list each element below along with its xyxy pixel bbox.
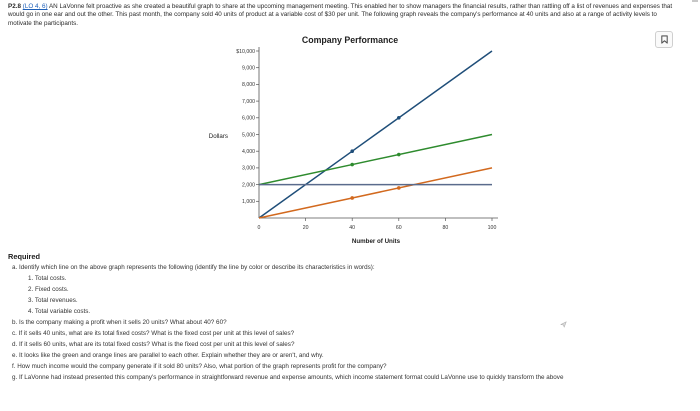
series-point bbox=[350, 163, 354, 167]
y-tick-label: 4,000 bbox=[242, 149, 255, 155]
x-tick-label: 100 bbox=[487, 225, 497, 231]
y-tick-label: 2,000 bbox=[242, 182, 255, 189]
question-a: a. Identify which line on the above graph represents the following (identify the line by color or describe its characteristics in words): bbox=[12, 264, 375, 271]
x-tick-label: 20 bbox=[302, 225, 309, 231]
y-tick-label: 1,000 bbox=[242, 199, 255, 206]
question-b: b. Is the company making a profit when it sells 20 units? What about 40? 60? bbox=[12, 319, 227, 326]
problem-text: AN LaVonne felt proactive as she created a beautiful graph to share at the upcoming management meeting. This enabled her to show managers the financial results, rather than rattling off a list of revenues and expenses that would go in one ear and out the other. This past month, the company sold 40 units of product at a variable cost of $30 per unit. The following graph reveals the company's performance at 40 units and also at a range of activity levels to motivate the participants. bbox=[8, 3, 673, 27]
y-tick-label: 3,000 bbox=[242, 165, 255, 172]
question-f: f. How much income would the company generate if it sold 80 units? Also, what portion of the graph represents profit for the company? bbox=[12, 363, 387, 370]
series-point bbox=[397, 186, 401, 190]
question-g: g. If LaVonne had instead presented this company's performance in straightforward revenue and expense amounts, which income statement format could LaVonne use to quickly transform the above bbox=[12, 374, 564, 381]
y-tick-label: 5,000 bbox=[242, 132, 255, 139]
y-axis-label: Dollars bbox=[208, 133, 228, 140]
x-tick-label: 40 bbox=[349, 225, 356, 231]
series-2 bbox=[259, 135, 492, 185]
required-title: Required bbox=[8, 252, 41, 261]
x-origin-label: 0 bbox=[257, 225, 261, 231]
lo-reference-link[interactable]: (LO 4, 6) bbox=[22, 3, 48, 10]
chart-series bbox=[259, 51, 492, 218]
series-point bbox=[350, 149, 354, 153]
series-line bbox=[259, 135, 492, 185]
series-point bbox=[397, 116, 401, 120]
y-tick-label: 7,000 bbox=[242, 98, 255, 105]
series-point bbox=[397, 153, 401, 157]
question-d: d. If it sells 60 units, what are its total fixed costs? What is the fixed cost per unit at this level of sales? bbox=[12, 341, 295, 348]
question-a-item-3: 3. Total revenues. bbox=[28, 297, 78, 304]
problem-id: P2.8 bbox=[8, 3, 21, 10]
mouse-cursor-icon bbox=[560, 321, 567, 328]
question-a-item-4: 4. Total variable costs. bbox=[28, 308, 91, 315]
series-point bbox=[350, 196, 354, 200]
question-a-item-1: 1. Total costs. bbox=[28, 275, 67, 282]
x-axis-label: Number of Units bbox=[351, 238, 401, 245]
y-tick-label: 9,000 bbox=[242, 65, 255, 72]
question-a-item-2: 2. Fixed costs. bbox=[28, 286, 69, 293]
required-section bbox=[8, 251, 692, 383]
question-c: c. If it sells 40 units, what are its total fixed costs? What is the fixed cost per unit at this level of sales? bbox=[12, 330, 295, 337]
y-tick-label: 6,000 bbox=[242, 115, 255, 122]
x-tick-label: 60 bbox=[395, 225, 402, 231]
y-tick-label: 8,000 bbox=[242, 82, 255, 89]
chart-title: Company Performance bbox=[301, 35, 399, 45]
y-tick-label: $10,000 bbox=[236, 48, 255, 55]
question-e: e. It looks like the green and orange lines are parallel to each other. Explain whether they are or aren't, and why. bbox=[12, 352, 324, 359]
x-tick-label: 80 bbox=[442, 225, 449, 231]
